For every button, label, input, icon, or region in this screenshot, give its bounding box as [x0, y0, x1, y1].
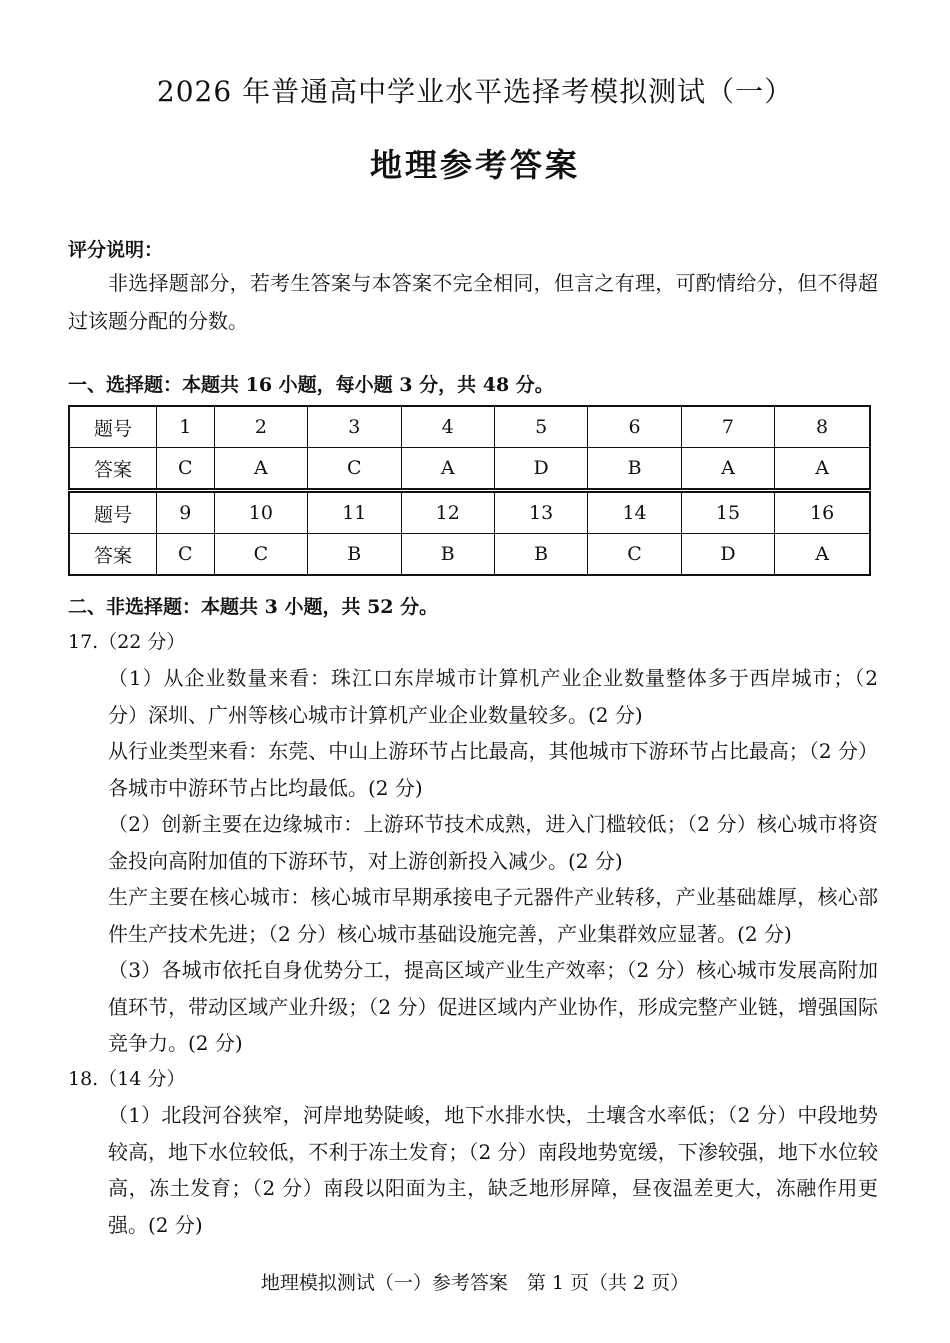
table-cell: C [588, 534, 681, 576]
table-cell: 7 [681, 406, 774, 448]
table-cell: A [681, 448, 774, 491]
q17-part1-industry: 从行业类型来看：东莞、中山上游环节占比最高，其他城市下游环节占比最高；（2 分）各城市中游环节占比均最低。(2 分) [108, 739, 878, 800]
q17-label: 17.（22 分） [68, 631, 186, 653]
table-cell: B [588, 448, 681, 491]
table-cell: A [775, 448, 870, 491]
document-title: 2026 年普通高中学业水平选择考模拟测试（一） [156, 75, 794, 108]
table-cell: A [214, 448, 307, 491]
table-cell: C [308, 448, 401, 491]
table-cell: 16 [775, 491, 870, 534]
table-cell: 题号 [69, 406, 157, 448]
table-cell: 5 [494, 406, 587, 448]
table-cell: 12 [401, 491, 494, 534]
table-cell: 3 [308, 406, 401, 448]
table-cell: 4 [401, 406, 494, 448]
table-cell: 15 [681, 491, 774, 534]
q17-part1-enterprise: （1）从企业数量来看：珠江口东岸城市计算机产业企业数量整体多于西岸城市；（2 分）深圳、广州等核心城市计算机产业企业数量较多。(2 分) [108, 666, 878, 727]
q18-label: 18.（14 分） [68, 1068, 186, 1090]
table-cell: 13 [494, 491, 587, 534]
table-cell: C [157, 534, 215, 576]
table-cell: 14 [588, 491, 681, 534]
section2-heading: 二、非选择题：本题共 3 小题，共 52 分。 [68, 596, 439, 618]
table-cell: D [494, 448, 587, 491]
table-cell: C [214, 534, 307, 576]
table-cell: 8 [775, 406, 870, 448]
table-cell: A [775, 534, 870, 576]
table-cell: 10 [214, 491, 307, 534]
document-subtitle: 地理参考答案 [369, 146, 580, 184]
table-cell: 9 [157, 491, 215, 534]
scoring-text: 非选择题部分，若考生答案与本答案不完全相同，但言之有理，可酌情给分，但不得超过该题分配的分数。 [68, 271, 878, 333]
table-row [69, 406, 870, 448]
table-cell: D [681, 534, 774, 576]
table-cell: 题号 [69, 491, 157, 534]
table-cell: B [494, 534, 587, 576]
table-cell: 答案 [69, 448, 157, 491]
answer-table [68, 405, 871, 576]
table-cell: A [401, 448, 494, 491]
table-cell: 6 [588, 406, 681, 448]
table-cell: C [157, 448, 215, 491]
table-cell: B [308, 534, 401, 576]
table-row [69, 534, 870, 576]
table-cell: 1 [157, 406, 215, 448]
section1-heading: 一、选择题：本题共 16 小题，每小题 3 分，共 48 分。 [68, 374, 554, 396]
table-cell: 答案 [69, 534, 157, 576]
table-row [69, 491, 870, 534]
page-footer: 地理模拟测试（一）参考答案 第 1 页（共 2 页） [260, 1272, 690, 1294]
scoring-heading: 评分说明： [68, 239, 164, 261]
table-cell: 2 [214, 406, 307, 448]
q17-part3: （3）各城市依托自身优势分工，提高区域产业生产效率；（2 分）核心城市发展高附加值环节，带动区域产业升级；（2 分）促进区域内产业协作，形成完整产业链，增强国际竞争力。(2 分) [108, 958, 878, 1055]
q18-part1: （1）北段河谷狭窄，河岸地势陡峻，地下水排水快，土壤含水率低；（2 分）中段地势较高，地下水位较低，不利于冻土发育；（2 分）南段地势宽缓，下渗较强，地下水位较高，冻土发育；（2 分）南段以阳面为主，缺乏地形屏障，昼夜温差更大，冻融作用更强。(2 分) [108, 1103, 878, 1237]
table-cell: 11 [308, 491, 401, 534]
table-row [69, 448, 870, 491]
q17-part2-production: 生产主要在核心城市：核心城市早期承接电子元器件产业转移，产业基础雄厚，核心部件生产技术先进；（2 分）核心城市基础设施完善，产业集群效应显著。(2 分) [108, 885, 878, 946]
q17-part2-innovation: （2）创新主要在边缘城市：上游环节技术成熟，进入门槛较低；（2 分）核心城市将资金投向高附加值的下游环节，对上游创新投入减少。(2 分) [108, 812, 878, 873]
table-cell: B [401, 534, 494, 576]
